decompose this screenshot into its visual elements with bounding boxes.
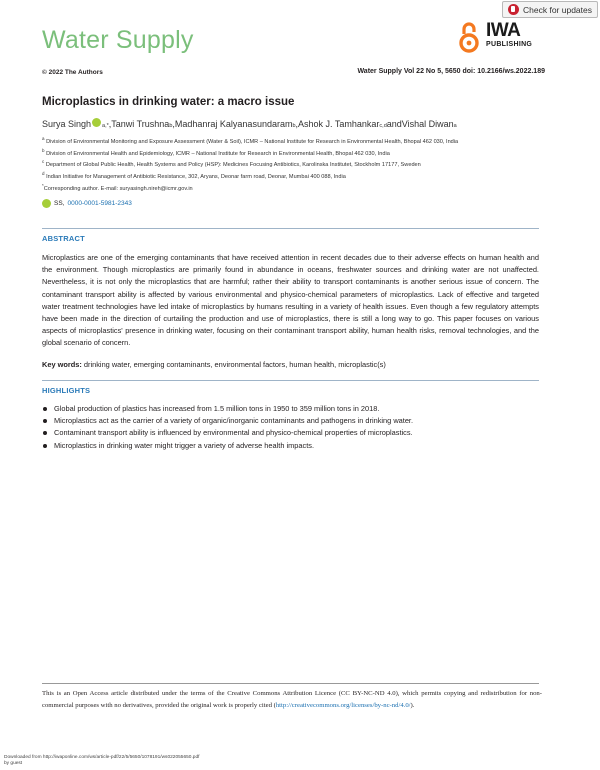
author-affiliation-mark: b [292, 123, 296, 129]
license-notice [42, 688, 542, 712]
license-text: This is an Open Access article distributed under the terms of the Creative Commons Attribution Licence (CC BY-NC-ND 4.0), which permits copying and redistribution for non-commercial purposes with no derivatives, provided the original work is properly cited ( [42, 690, 542, 709]
bookmark-icon [508, 4, 519, 15]
abstract-text: Microplastics are one of the emerging contaminants that have received attention in recent decades due to their adverse effects on human health and the environment. Though microplastics are primarily found in abundance in oceans, freshwater sources and drinking water are not unaffected. Nevertheless, it is not only the microplastics that are harmful; rather their ability to transport contaminants is another serious issue of concern. The contaminant transport ability is affected by various environmental and physico-chemical parameters of microplastics. Lack of effective and targeted water treatment technologies have led intake of microplastics by humans resulting in a variety of health issues. Even though a few regulatory attempts have been made in the direction of curtailing the production and use of microplastics, there is still a long way to go. This paper focuses on various aspects of microplastics' presence in drinking water, focusing on their contaminant transport ability, human health risks, removal technologies, and the global scenario of concern. [42, 253, 539, 348]
article-title: Microplastics in drinking water: a macro issue [42, 96, 295, 108]
journal-name: Water Supply [42, 26, 194, 54]
abstract-heading: ABSTRACT [42, 234, 85, 243]
author-separator: , [108, 119, 112, 129]
affiliation-list [42, 135, 542, 193]
affiliation-text: Department of Global Public Health, Health Systems and Policy (HSP): Medicines Focusing Antibiotics, Karolinska Institutet, Stockholm 17177, Sweden [45, 162, 421, 169]
affiliation-item [42, 147, 542, 159]
corresponding-author-text[interactable]: Corresponding author. E-mail: suryasingh.nireh@icmr.gov.in [43, 185, 193, 192]
affiliation-text: Division of Environmental Health and Epidemiology, ICMR – National Institute for Research in Environmental Health, Bhopal 462 030, India [46, 150, 390, 157]
affiliation-mark: d [42, 170, 45, 176]
bullet-icon [43, 444, 47, 448]
author-affiliation-mark: a,* [102, 123, 109, 129]
bullet-icon [43, 407, 47, 411]
highlight-text: Microplastics in drinking water might trigger a variety of adverse health impacts. [54, 440, 315, 450]
copyright-notice: © 2022 The Authors [42, 69, 103, 76]
affiliation-mark: b [42, 147, 45, 153]
highlight-item [42, 427, 539, 439]
keywords [42, 360, 539, 369]
license-link[interactable]: http://creativecommons.org/licenses/by-nc-nd/4.0/ [275, 701, 411, 709]
license-end: ). [410, 701, 415, 709]
section-divider [42, 380, 539, 381]
highlight-item [42, 440, 539, 452]
corresponding-author [42, 182, 542, 194]
author-affiliation-mark: a [453, 123, 457, 129]
author-name[interactable]: Vishal Diwan [401, 119, 454, 129]
affiliation-item [42, 158, 542, 170]
highlight-item [42, 415, 539, 427]
iwa-logo-subtext: PUBLISHING [486, 41, 533, 48]
download-watermark [4, 755, 199, 767]
highlights-heading: HIGHLIGHTS [42, 386, 91, 395]
author-separator: , [295, 119, 299, 129]
iwa-logo-text: IWA [486, 20, 521, 41]
affiliation-mark: a [42, 136, 45, 141]
affiliation-text: Indian Initiative for Management of Antibiotic Resistance, 302, Aryans, Deonar farm road, Deonar, Mumbai 400 088, India [46, 173, 346, 180]
highlight-item [42, 403, 539, 415]
author-name[interactable]: Ashok J. Tamhankar [298, 119, 380, 129]
bullet-icon [43, 419, 47, 423]
author-name[interactable]: Madhanraj Kalyanasundaram [174, 119, 293, 129]
author-separator: and [386, 119, 402, 129]
citation-line: Water Supply Vol 22 No 5, 5650 doi: 10.2166/ws.2022.189 [357, 68, 545, 75]
author-name[interactable]: Tanwi Trushna [111, 119, 170, 129]
iwa-publishing-logo [458, 21, 538, 55]
download-line: Downloaded from http://iwaponline.com/ws/article-pdf/22/5/5650/1078191/ws022055650.pdf [4, 755, 200, 760]
footer-divider [42, 683, 539, 684]
open-access-lock-icon [458, 21, 480, 53]
check-for-updates-label: Check for updates [523, 4, 592, 15]
highlight-text: Global production of plastics has increased from 1.5 million tons in 1950 to 359 million tons in 2018. [54, 404, 380, 413]
keywords-label: Key words: [42, 360, 82, 369]
author-affiliation-mark: b [169, 123, 173, 129]
affiliation-mark: * [42, 182, 44, 188]
affiliation-text: Division of Environmental Monitoring and Exposure Assessment (Water & Soil), ICMR – National Institute for Research in Environmental Health, Bhopal 462 030, India [46, 138, 459, 145]
orcid-icon [42, 199, 51, 208]
highlights-list [42, 403, 539, 452]
section-divider [42, 228, 539, 229]
orcid-link[interactable]: 0000-0001-5981-2343 [67, 200, 132, 207]
orcid-line [42, 199, 132, 208]
author-affiliation-mark: c,d [379, 123, 387, 129]
highlight-text: Microplastics act as the carrier of a variety of organic/inorganic contaminants and pathogens in drinking water. [54, 416, 414, 426]
highlight-text: Contaminant transport ability is influenced by environmental and physico-chemical properties of microplastics. [54, 428, 413, 438]
author-separator: , [172, 119, 175, 129]
author-name[interactable]: Surya Singh [42, 119, 92, 129]
bullet-icon [43, 431, 47, 435]
affiliation-item [42, 135, 542, 147]
affiliation-mark: c [42, 159, 45, 165]
check-for-updates-button[interactable] [502, 1, 598, 18]
author-list [42, 118, 457, 129]
orcid-icon[interactable] [92, 118, 101, 127]
affiliation-item [42, 170, 542, 182]
keywords-text: drinking water, emerging contaminants, environmental factors, human health, microplastic(s) [83, 360, 386, 369]
download-line: by guest [4, 761, 23, 766]
orcid-label: SS, [54, 200, 65, 207]
